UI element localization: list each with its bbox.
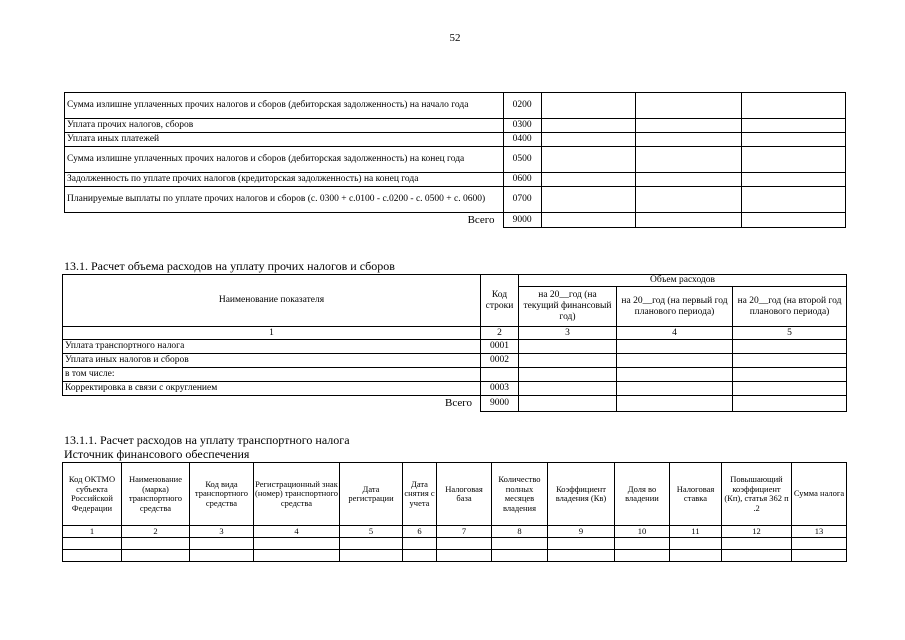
value-cell[interactable]	[617, 382, 733, 396]
value-cell[interactable]	[541, 93, 635, 119]
value-cell[interactable]	[190, 550, 254, 562]
column-number: 9	[548, 526, 615, 538]
value-cell[interactable]	[722, 550, 792, 562]
value-cell[interactable]	[792, 550, 847, 562]
row-label: Уплата иных налогов и сборов	[63, 354, 481, 368]
column-number: 4	[254, 526, 340, 538]
value-cell[interactable]	[617, 368, 733, 382]
value-cell[interactable]	[541, 213, 635, 228]
header-registration-date: Дата регистрации	[340, 463, 403, 526]
header-months-owned: Количество полных месяцев владения	[492, 463, 548, 526]
header-vehicle-type-code: Код вида транспортного средства	[190, 463, 254, 526]
header-row	[63, 463, 847, 526]
column-number: 2	[122, 526, 190, 538]
value-cell[interactable]	[722, 538, 792, 550]
value-cell[interactable]	[63, 550, 122, 562]
value-cell[interactable]	[635, 133, 741, 147]
funding-source-label: Источник финансового обеспечения	[64, 447, 250, 461]
value-cell[interactable]	[340, 550, 403, 562]
table-row	[65, 133, 846, 147]
table-row	[65, 147, 846, 173]
header-tax-base: Налоговая база	[437, 463, 492, 526]
value-cell[interactable]	[254, 550, 340, 562]
row-code: 0003	[481, 382, 519, 396]
value-cell[interactable]	[492, 538, 548, 550]
value-cell[interactable]	[617, 340, 733, 354]
header-deregistration-date: Дата снятия с учета	[403, 463, 437, 526]
value-cell[interactable]	[541, 119, 635, 133]
row-code: 0700	[503, 187, 541, 213]
value-cell[interactable]	[541, 173, 635, 187]
column-number: 4	[617, 327, 733, 340]
value-cell[interactable]	[122, 538, 190, 550]
table-transport-tax	[62, 462, 847, 562]
total-row	[65, 213, 846, 228]
header-registration-plate: Регистрационный знак (номер) транспортного средства	[254, 463, 340, 526]
value-cell[interactable]	[519, 354, 617, 368]
total-label: Всего	[445, 397, 472, 410]
value-cell[interactable]	[403, 538, 437, 550]
row-code: 0001	[481, 340, 519, 354]
table-row	[63, 354, 847, 368]
value-cell[interactable]	[437, 538, 492, 550]
value-cell[interactable]	[741, 173, 845, 187]
header-ownership-coefficient: Коэффициент владения (Кв)	[548, 463, 615, 526]
value-cell[interactable]	[741, 187, 845, 213]
value-cell[interactable]	[733, 382, 847, 396]
value-cell[interactable]	[617, 396, 733, 412]
column-number: 5	[733, 327, 847, 340]
row-label: Уплата прочих налогов, сборов	[65, 119, 504, 133]
column-number: 3	[519, 327, 617, 340]
value-cell[interactable]	[403, 550, 437, 562]
value-cell[interactable]	[635, 93, 741, 119]
value-cell[interactable]	[548, 550, 615, 562]
column-number: 1	[63, 327, 481, 340]
value-cell[interactable]	[437, 550, 492, 562]
value-cell[interactable]	[615, 550, 670, 562]
value-cell[interactable]	[541, 187, 635, 213]
value-cell[interactable]	[670, 538, 722, 550]
row-label: Сумма излишне уплаченных прочих налогов и сборов (дебиторская задолженность) на начало года	[65, 93, 504, 119]
row-code: 0300	[503, 119, 541, 133]
header-increasing-coefficient: Повышающий коэффициент (Кп), статья 362 п .2	[722, 463, 792, 526]
header-indicator-name: Наименование показателя	[63, 275, 481, 327]
value-cell[interactable]	[541, 147, 635, 173]
row-label: Задолженность по уплате прочих налогов (кредиторская задолженность) на конец года	[65, 173, 504, 187]
value-cell[interactable]	[519, 340, 617, 354]
row-label: Корректировка в связи с округлением	[63, 382, 481, 396]
value-cell[interactable]	[733, 340, 847, 354]
value-cell[interactable]	[190, 538, 254, 550]
column-number: 5	[340, 526, 403, 538]
total-code: 9000	[503, 213, 541, 228]
value-cell[interactable]	[519, 396, 617, 412]
header-tax-amount: Сумма налога	[792, 463, 847, 526]
header-current-year: на 20__год (на текущий финансовый год)	[519, 287, 617, 327]
column-number: 3	[190, 526, 254, 538]
column-number: 1	[63, 526, 122, 538]
row-code: 0002	[481, 354, 519, 368]
value-cell[interactable]	[733, 354, 847, 368]
value-cell[interactable]	[741, 213, 845, 228]
row-label: Уплата иных платежей	[65, 133, 504, 147]
row-code: 0200	[503, 93, 541, 119]
table-row	[65, 119, 846, 133]
value-cell[interactable]	[741, 147, 845, 173]
value-cell[interactable]	[741, 119, 845, 133]
header-first-plan-year: на 20__год (на первый год планового периода)	[617, 287, 733, 327]
value-cell[interactable]	[617, 354, 733, 368]
total-label: Всего	[467, 213, 495, 226]
section-title-13-1: 13.1. Расчет объема расходов на уплату прочих налогов и сборов	[64, 259, 395, 273]
value-cell[interactable]	[635, 187, 741, 213]
row-label: в том числе:	[63, 368, 481, 382]
table-row	[63, 368, 847, 382]
column-number: 7	[437, 526, 492, 538]
page-number: 52	[449, 32, 461, 44]
value-cell[interactable]	[741, 133, 845, 147]
column-number: 10	[615, 526, 670, 538]
value-cell[interactable]	[492, 550, 548, 562]
row-code: 0400	[503, 133, 541, 147]
total-code: 9000	[481, 396, 519, 412]
column-number: 12	[722, 526, 792, 538]
column-number: 2	[481, 327, 519, 340]
row-code: 0600	[503, 173, 541, 187]
row-label: Уплата транспортного налога	[63, 340, 481, 354]
header-second-plan-year: на 20__год (на второй год планового периода)	[733, 287, 847, 327]
column-number: 11	[670, 526, 722, 538]
value-cell[interactable]	[541, 133, 635, 147]
column-numbers-row	[63, 526, 847, 538]
header-tax-rate: Налоговая ставка	[670, 463, 722, 526]
header-expense-volume: Объем расходов	[519, 275, 847, 287]
table-row	[63, 550, 847, 562]
row-label: Сумма излишне уплаченных прочих налогов и сборов (дебиторская задолженность) на конец года	[65, 147, 504, 173]
value-cell[interactable]	[733, 396, 847, 412]
value-cell[interactable]	[733, 368, 847, 382]
table-other-taxes-expenses	[62, 274, 847, 412]
table-row	[65, 187, 846, 213]
value-cell[interactable]	[615, 538, 670, 550]
total-row	[63, 396, 847, 412]
value-cell[interactable]	[340, 538, 403, 550]
value-cell[interactable]	[519, 368, 617, 382]
column-number: 8	[492, 526, 548, 538]
header-vehicle-name: Наименование (марка) транспортного средства	[122, 463, 190, 526]
header-row-code: Код строки	[481, 275, 519, 327]
column-number: 13	[792, 526, 847, 538]
value-cell[interactable]	[635, 173, 741, 187]
row-code: 0500	[503, 147, 541, 173]
table-row	[65, 173, 846, 187]
value-cell[interactable]	[792, 538, 847, 550]
table-row	[65, 93, 846, 119]
value-cell[interactable]	[670, 550, 722, 562]
column-numbers-row	[63, 327, 847, 340]
value-cell[interactable]	[635, 147, 741, 173]
table-row	[63, 340, 847, 354]
row-label: Планируемые выплаты по уплате прочих налогов и сборов (с. 0300 + с.0100 - с.0200 - с. 0500 + с. 0600)	[65, 187, 504, 213]
row-code	[481, 368, 519, 382]
value-cell[interactable]	[635, 119, 741, 133]
table-row	[63, 538, 847, 550]
header-oktmo: Код ОКТМО субъекта Российской Федерации	[63, 463, 122, 526]
column-number: 6	[403, 526, 437, 538]
value-cell[interactable]	[635, 213, 741, 228]
header-ownership-share: Доля во владении	[615, 463, 670, 526]
value-cell[interactable]	[63, 538, 122, 550]
value-cell[interactable]	[548, 538, 615, 550]
value-cell[interactable]	[741, 93, 845, 119]
value-cell[interactable]	[254, 538, 340, 550]
section-title-13-1-1: 13.1.1. Расчет расходов на уплату транспортного налога	[64, 433, 350, 447]
table-other-taxes-summary	[64, 92, 846, 228]
value-cell[interactable]	[519, 382, 617, 396]
table-row	[63, 382, 847, 396]
value-cell[interactable]	[122, 550, 190, 562]
